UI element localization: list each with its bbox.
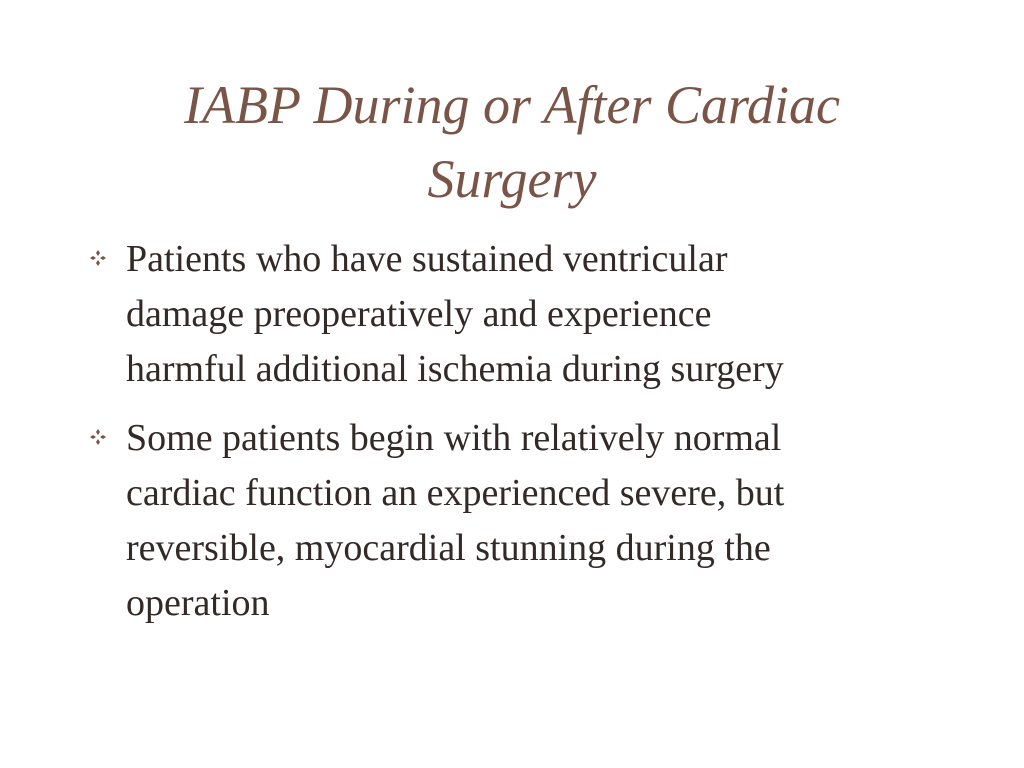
slide-title-line-2: Surgery [427,149,597,209]
slide-title [90,68,934,216]
bullet-text-line: Patients who have sustained ventricular [126,238,728,280]
bullet-text-line: cardiac function an experienced severe, but [126,472,785,514]
diamond-bullet-icon [90,250,106,266]
bullet-text-line: harmful additional ischemia during surgery [126,348,784,390]
bullet-text-line: reversible, myocardial stunning during the [126,527,771,569]
bullet-text-line: Some patients begin with relatively normal [126,417,782,459]
diamond-bullet-icon [90,429,106,445]
bullet-item [90,411,940,631]
bullet-text-line: damage preoperatively and experience [126,293,712,335]
slide-title-line-1: IABP During or After Cardiac [184,75,840,135]
bullet-item [90,232,940,397]
bullet-text-line: operation [126,582,270,624]
bullet-list [90,232,940,645]
